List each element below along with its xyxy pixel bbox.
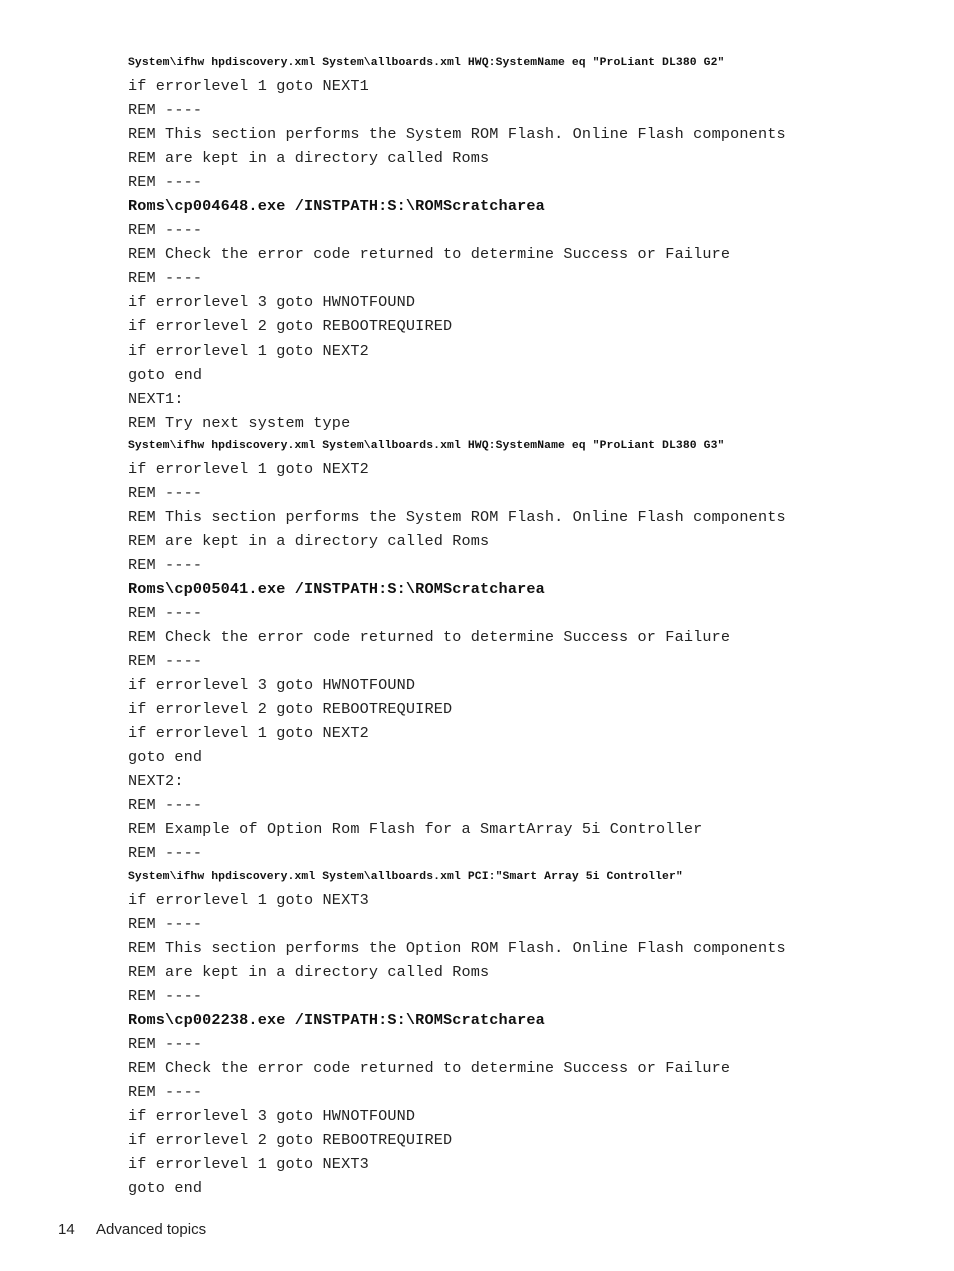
code-line: Roms\cp004648.exe /INSTPATH:S:\ROMScratcharea [128,197,545,216]
code-line: if errorlevel 1 goto NEXT3 [128,890,369,909]
code-line: REM ---- [128,914,203,933]
code-line: System\ifhw hpdiscovery.xml System\allboards.xml PCI:"Smart Array 5i Controller" [128,870,683,883]
code-line: REM ---- [128,603,203,622]
code-line: NEXT1: [128,389,184,408]
code-line: REM ---- [128,652,203,671]
code-line: if errorlevel 2 goto REBOOTREQUIRED [128,1130,453,1149]
code-line: REM ---- [128,173,203,192]
code-line: if errorlevel 3 goto HWNOTFOUND [128,1106,416,1125]
code-line: REM are kept in a directory called Roms [128,531,490,550]
code-line: if errorlevel 3 goto HWNOTFOUND [128,676,416,695]
code-line: REM This section performs the System ROM Flash. Online Flash components [128,125,786,144]
code-line: REM Check the error code returned to determine Success or Failure [128,245,731,264]
code-line: REM ---- [128,555,203,574]
code-listing [128,52,938,1200]
code-line: NEXT2: [128,772,184,791]
code-line: REM ---- [128,1034,203,1053]
code-line: goto end [128,365,203,384]
code-line: REM ---- [128,796,203,815]
code-line: if errorlevel 1 goto NEXT2 [128,459,369,478]
code-line: REM Example of Option Rom Flash for a SmartArray 5i Controller [128,820,703,839]
code-line: Roms\cp005041.exe /INSTPATH:S:\ROMScratcharea [128,579,545,598]
code-line: if errorlevel 1 goto NEXT2 [128,724,369,743]
code-line: goto end [128,748,203,767]
code-line: REM are kept in a directory called Roms [128,149,490,168]
code-line: goto end [128,1179,203,1198]
code-line: System\ifhw hpdiscovery.xml System\allboards.xml HWQ:SystemName eq "ProLiant DL380 G3" [128,439,725,452]
code-line: if errorlevel 2 goto REBOOTREQUIRED [128,317,453,336]
page-number: 14 [58,1221,75,1238]
code-line: REM Try next system type [128,413,351,432]
code-line: REM Check the error code returned to determine Success or Failure [128,628,731,647]
code-line: REM This section performs the System ROM Flash. Online Flash components [128,507,786,526]
code-line: if errorlevel 2 goto REBOOTREQUIRED [128,700,453,719]
code-line: Roms\cp002238.exe /INSTPATH:S:\ROMScratcharea [128,1010,545,1029]
code-line: REM ---- [128,101,203,120]
footer-section-title: Advanced topics [96,1221,207,1238]
code-line: REM ---- [128,1082,203,1101]
code-line: REM ---- [128,844,203,863]
code-line: REM ---- [128,221,203,240]
code-line: REM ---- [128,483,203,502]
code-line: REM are kept in a directory called Roms [128,962,490,981]
code-line: REM ---- [128,269,203,288]
code-line: REM This section performs the Option ROM Flash. Online Flash components [128,938,786,957]
code-line: REM ---- [128,986,203,1005]
code-line: REM Check the error code returned to determine Success or Failure [128,1058,731,1077]
code-line: if errorlevel 1 goto NEXT1 [128,77,369,95]
page-footer [58,1221,206,1238]
code-line: if errorlevel 3 goto HWNOTFOUND [128,293,416,312]
code-line: if errorlevel 1 goto NEXT2 [128,341,369,360]
code-line: System\ifhw hpdiscovery.xml System\allboards.xml HWQ:SystemName eq "ProLiant DL380 G2" [128,57,725,69]
code-line: if errorlevel 1 goto NEXT3 [128,1155,369,1174]
